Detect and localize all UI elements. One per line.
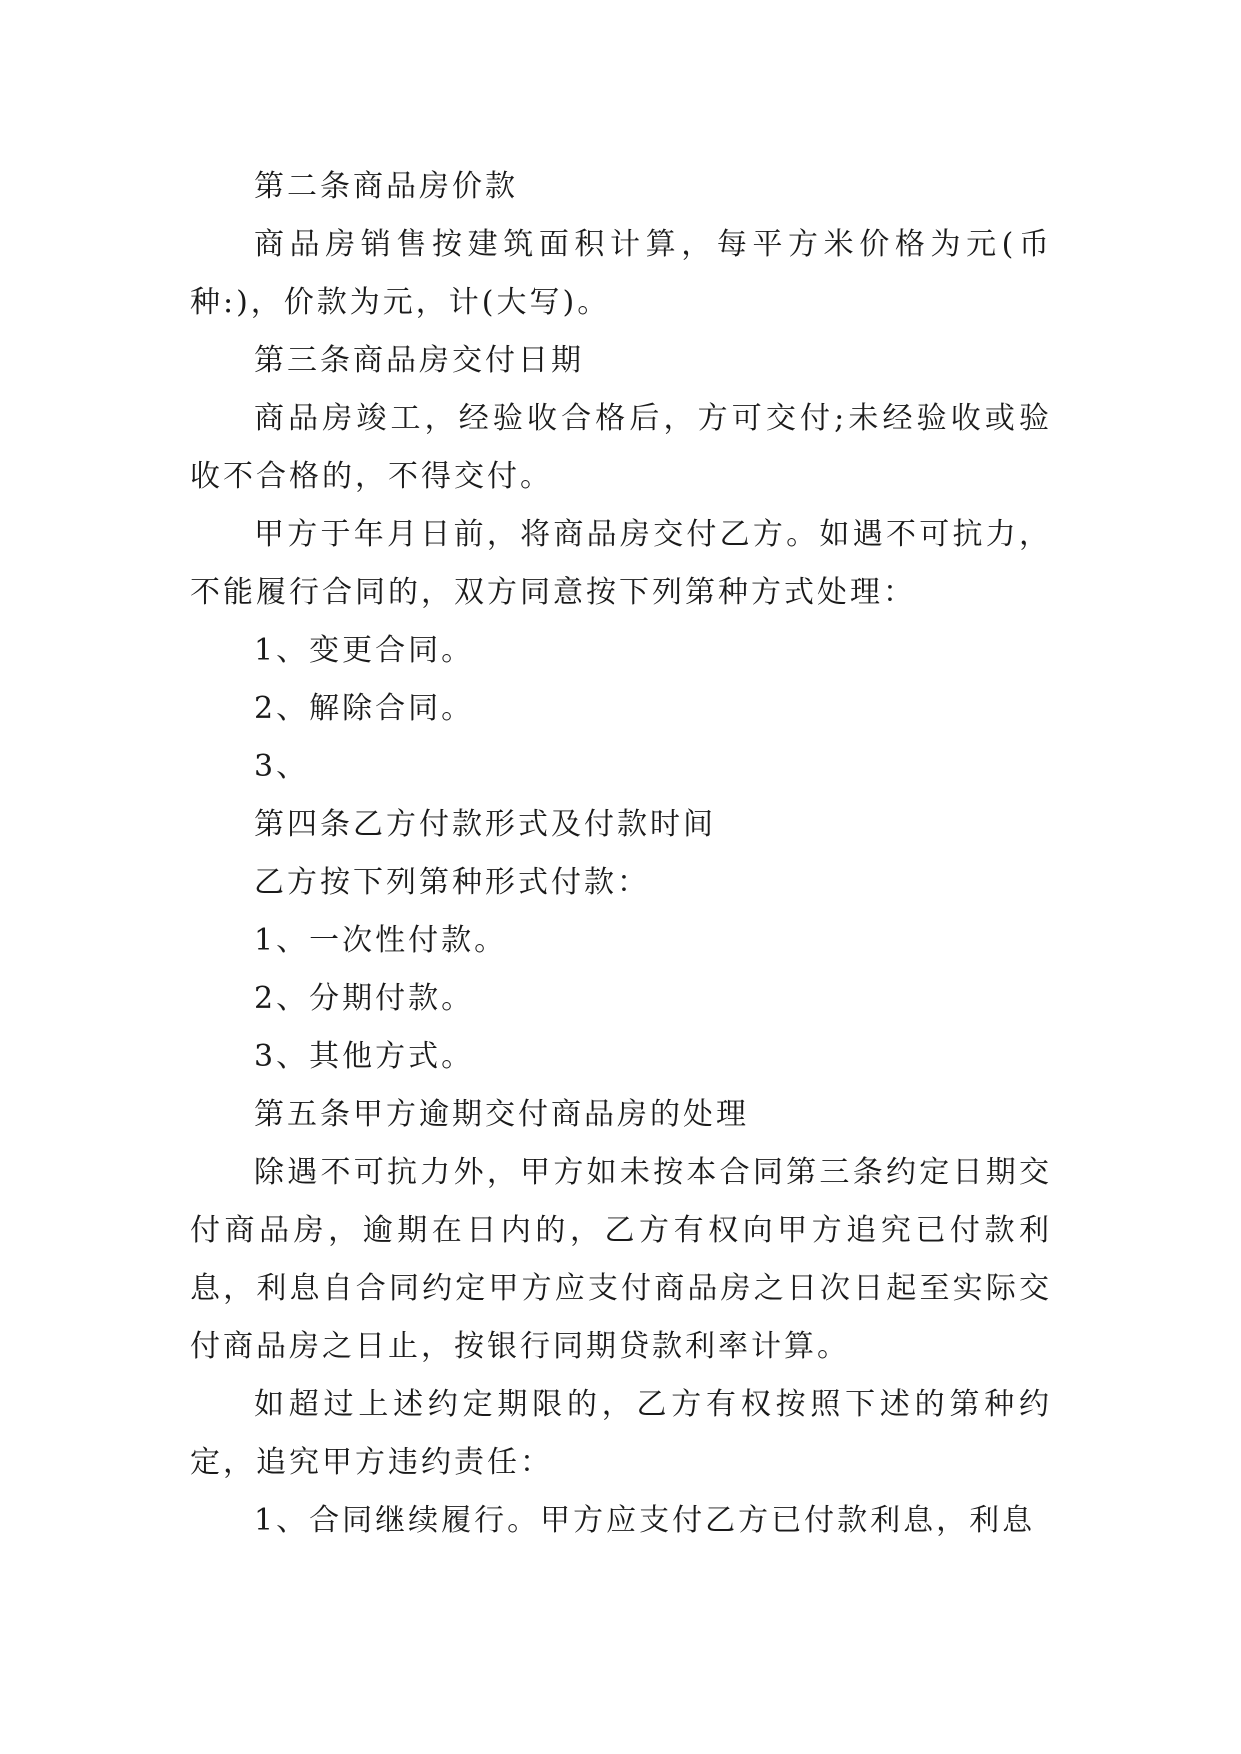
- article-heading: 第四条乙方付款形式及付款时间: [254, 807, 716, 842]
- list-item: 1、合同继续履行。甲方应支付乙方已付款利息，利息: [254, 1503, 1036, 1538]
- list-item: 2、解除合同。: [254, 691, 475, 726]
- paragraph: 商品房竣工，经验收合格后，方可交付;未经验收或验收不合格的，不得交付。: [190, 401, 1052, 494]
- list-item: 1、变更合同。: [254, 633, 475, 668]
- paragraph: 乙方按下列第种形式付款：: [254, 865, 650, 900]
- list-item: 2、分期付款。: [254, 981, 475, 1016]
- paragraph: 甲方于年月日前，将商品房交付乙方。如遇不可抗力，不能履行合同的，双方同意按下列第种方式处理：: [190, 517, 1052, 610]
- paragraph: 除遇不可抗力外，甲方如未按本合同第三条约定日期交付商品房，逾期在日内的，乙方有权向甲方追究已付款利息，利息自合同约定甲方应支付商品房之日次日起至实际交付商品房之日止，按银行同期贷款利率计算。: [190, 1155, 1052, 1364]
- paragraph: 商品房销售按建筑面积计算，每平方米价格为元(币种:)，价款为元，计(大写)。: [190, 227, 1052, 320]
- article-heading: 第三条商品房交付日期: [254, 343, 584, 378]
- article-heading: 第五条甲方逾期交付商品房的处理: [254, 1097, 749, 1132]
- list-item: 3、其他方式。: [254, 1039, 475, 1074]
- list-item: 3、: [254, 749, 310, 784]
- list-item: 1、一次性付款。: [254, 923, 508, 958]
- article-heading: 第二条商品房价款: [254, 169, 518, 204]
- paragraph: 如超过上述约定期限的，乙方有权按照下述的第种约定，追究甲方违约责任：: [190, 1387, 1052, 1480]
- document-body: [190, 158, 1052, 1550]
